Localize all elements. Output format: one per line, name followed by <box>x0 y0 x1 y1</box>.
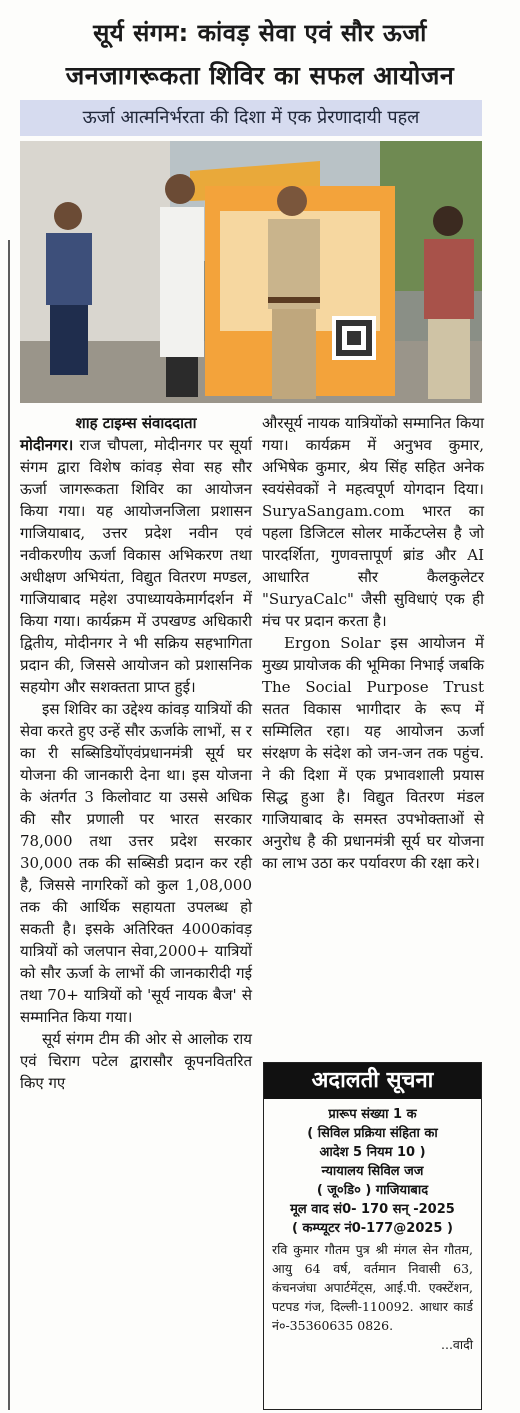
margin-rule <box>8 240 10 1410</box>
paragraph-5: Ergon Solar इस आयोजन में मुख्य प्रायोजक की भूमिका निभाई जबकि The Social Purpose Trust सतत विकास भागीदार के रूप में सम्मिलित रहा। यह आयोजन ऊर्जा संरक्षण के संदेश को जन-जन तक पहुंच. ने की दिशा में एक प्रभावशाली प्रयास सिद्ध हुआ है। विद्युत वितरण मंडल गाजियाबाद के समस्त उपभोक्ताओं से अनुरोध है की प्रधानमंत्री सूर्य घर योजना का लाभ उठा कर पर्यावरण की रक्षा करे। <box>262 634 484 872</box>
event-photo <box>20 141 482 403</box>
notice-ending: ...वादी <box>441 1337 473 1352</box>
notice-line-6: मूल वाद सं0- 170 सन् -2025 <box>290 1202 455 1217</box>
dateline: मोदीनगर। <box>20 436 74 454</box>
notice-title: अदालती सूचना <box>264 1063 481 1099</box>
paragraph-4: औरसूर्य नायक यात्रियोंको सम्मानित किया गया। कार्यक्रम में अनुभव कुमार, अभिषेक कुमार, श्रेय सिंह सहित अनेक स्वयंसेवकों ने महत्वपूर्ण योगदान दिया। SuryaSangam.com भारत का पहला डिजिटल सोलर मार्केटप्लेस है जो पारदर्शिता, गुणवत्तापूर्ण ब्रांड और AI आधारित सौर कैलकुलेटर "SuryaCalc" जैसी सुविधाएं एक ही मंच पर प्रदान करता है। <box>262 414 484 630</box>
court-notice <box>263 1062 482 1410</box>
notice-line-1: प्रारूप संख्या 1 क <box>328 1107 417 1122</box>
notice-line-4: न्यायालय सिविल जज <box>321 1164 424 1179</box>
headline-line-2: जनजागरूकता शिविर का सफल आयोजन <box>65 61 455 90</box>
article-column-right <box>262 412 484 874</box>
headline-line-1: सूर्य संगम: कांवड़ सेवा एवं सौर ऊर्जा <box>93 19 427 47</box>
byline: शाह टाइम्स संवाददाता <box>75 414 197 432</box>
notice-line-5: ( जू०डि० ) गाजियाबाद <box>316 1183 429 1198</box>
paragraph-3: सूर्य संगम टीम की ओर से आलोक राय एवं चिराग पटेल द्वारासौर कूपनवितरित किए गए <box>20 1030 252 1092</box>
paragraph-1: राज चौपला, मोदीनगर पर सूर्या संगम द्वारा विशेष कांवड़ सेवा सह सौर ऊर्जा जागरूकता शिविर का आयोजन किया गया। यह आयोजनजिला प्रशासन गाजियाबाद, उत्तर प्रदेश नवीन एवं नवीकरणीय ऊर्जा विकास अभिकरण तथा अधीक्षण अभियंता, विद्युत वितरण मण्डल, गाजियाबाद महेश उपाध्यायकेमार्गदर्शन में किया गया। कार्यक्रम में उपखण्ड अधिकारी द्वितीय, मोदीनगर ने भी सक्रिय सहभागिता प्रदान की, जिससे आयोजन को प्रशासनिक सहयोग और सशक्तता प्राप्त हुई। <box>20 436 252 696</box>
article-column-left <box>20 412 252 1094</box>
subheadline: ऊर्जा आत्मनिर्भरता की दिशा में एक प्रेरणादायी पहल <box>20 100 482 136</box>
notice-line-3: आदेश 5 नियम 10 ) <box>319 1145 426 1160</box>
notice-body-text: रवि कुमार गौतम पुत्र श्री मंगल सेन गौतम, आयु 64 वर्ष, वर्तमान निवासी 63, कंचनजंघा अपार्टमेंट्स, आई.पी. एक्स्टेंशन, पटपड गंज, दिल्ली-110092. आधार कार्ड नं०-35360635 0826. <box>272 1242 473 1333</box>
notice-line-7: ( कम्प्यूटर नं0-177@2025 ) <box>292 1221 453 1236</box>
paragraph-2: इस शिविर का उद्देश्य कांवड़ यात्रियों की सेवा करते हुए उन्हें सौर ऊर्जाके लाभों, स र का री सब्सिडियोंएवंप्रधानमंत्री सूर्य घर योजना की जानकारी देना था। इस योजना के अंतर्गत 3 किलोवाट या उससे अधिक की सौर प्रणाली पर भारत सरकार 78,000 तथा उत्तर प्रदेश सरकार 30,000 तक की सब्सिडी प्रदान कर रही है, जिससे नागरिकों को कुल 1,08,000 तक की आर्थिक सहायता उपलब्ध हो सकती है। इसके अतिरिक्त 4000कांवड़ यात्रियों को जलपान सेवा,2000+ यात्रियों को सौर ऊर्जा के लाभों की जानकारीदी गई तथा 70+ यात्रियों को 'सूर्य नायक बैज' से सम्मानित किया गया। <box>20 700 252 1026</box>
notice-line-2: ( सिविल प्रक्रिया संहिता का <box>307 1126 438 1141</box>
